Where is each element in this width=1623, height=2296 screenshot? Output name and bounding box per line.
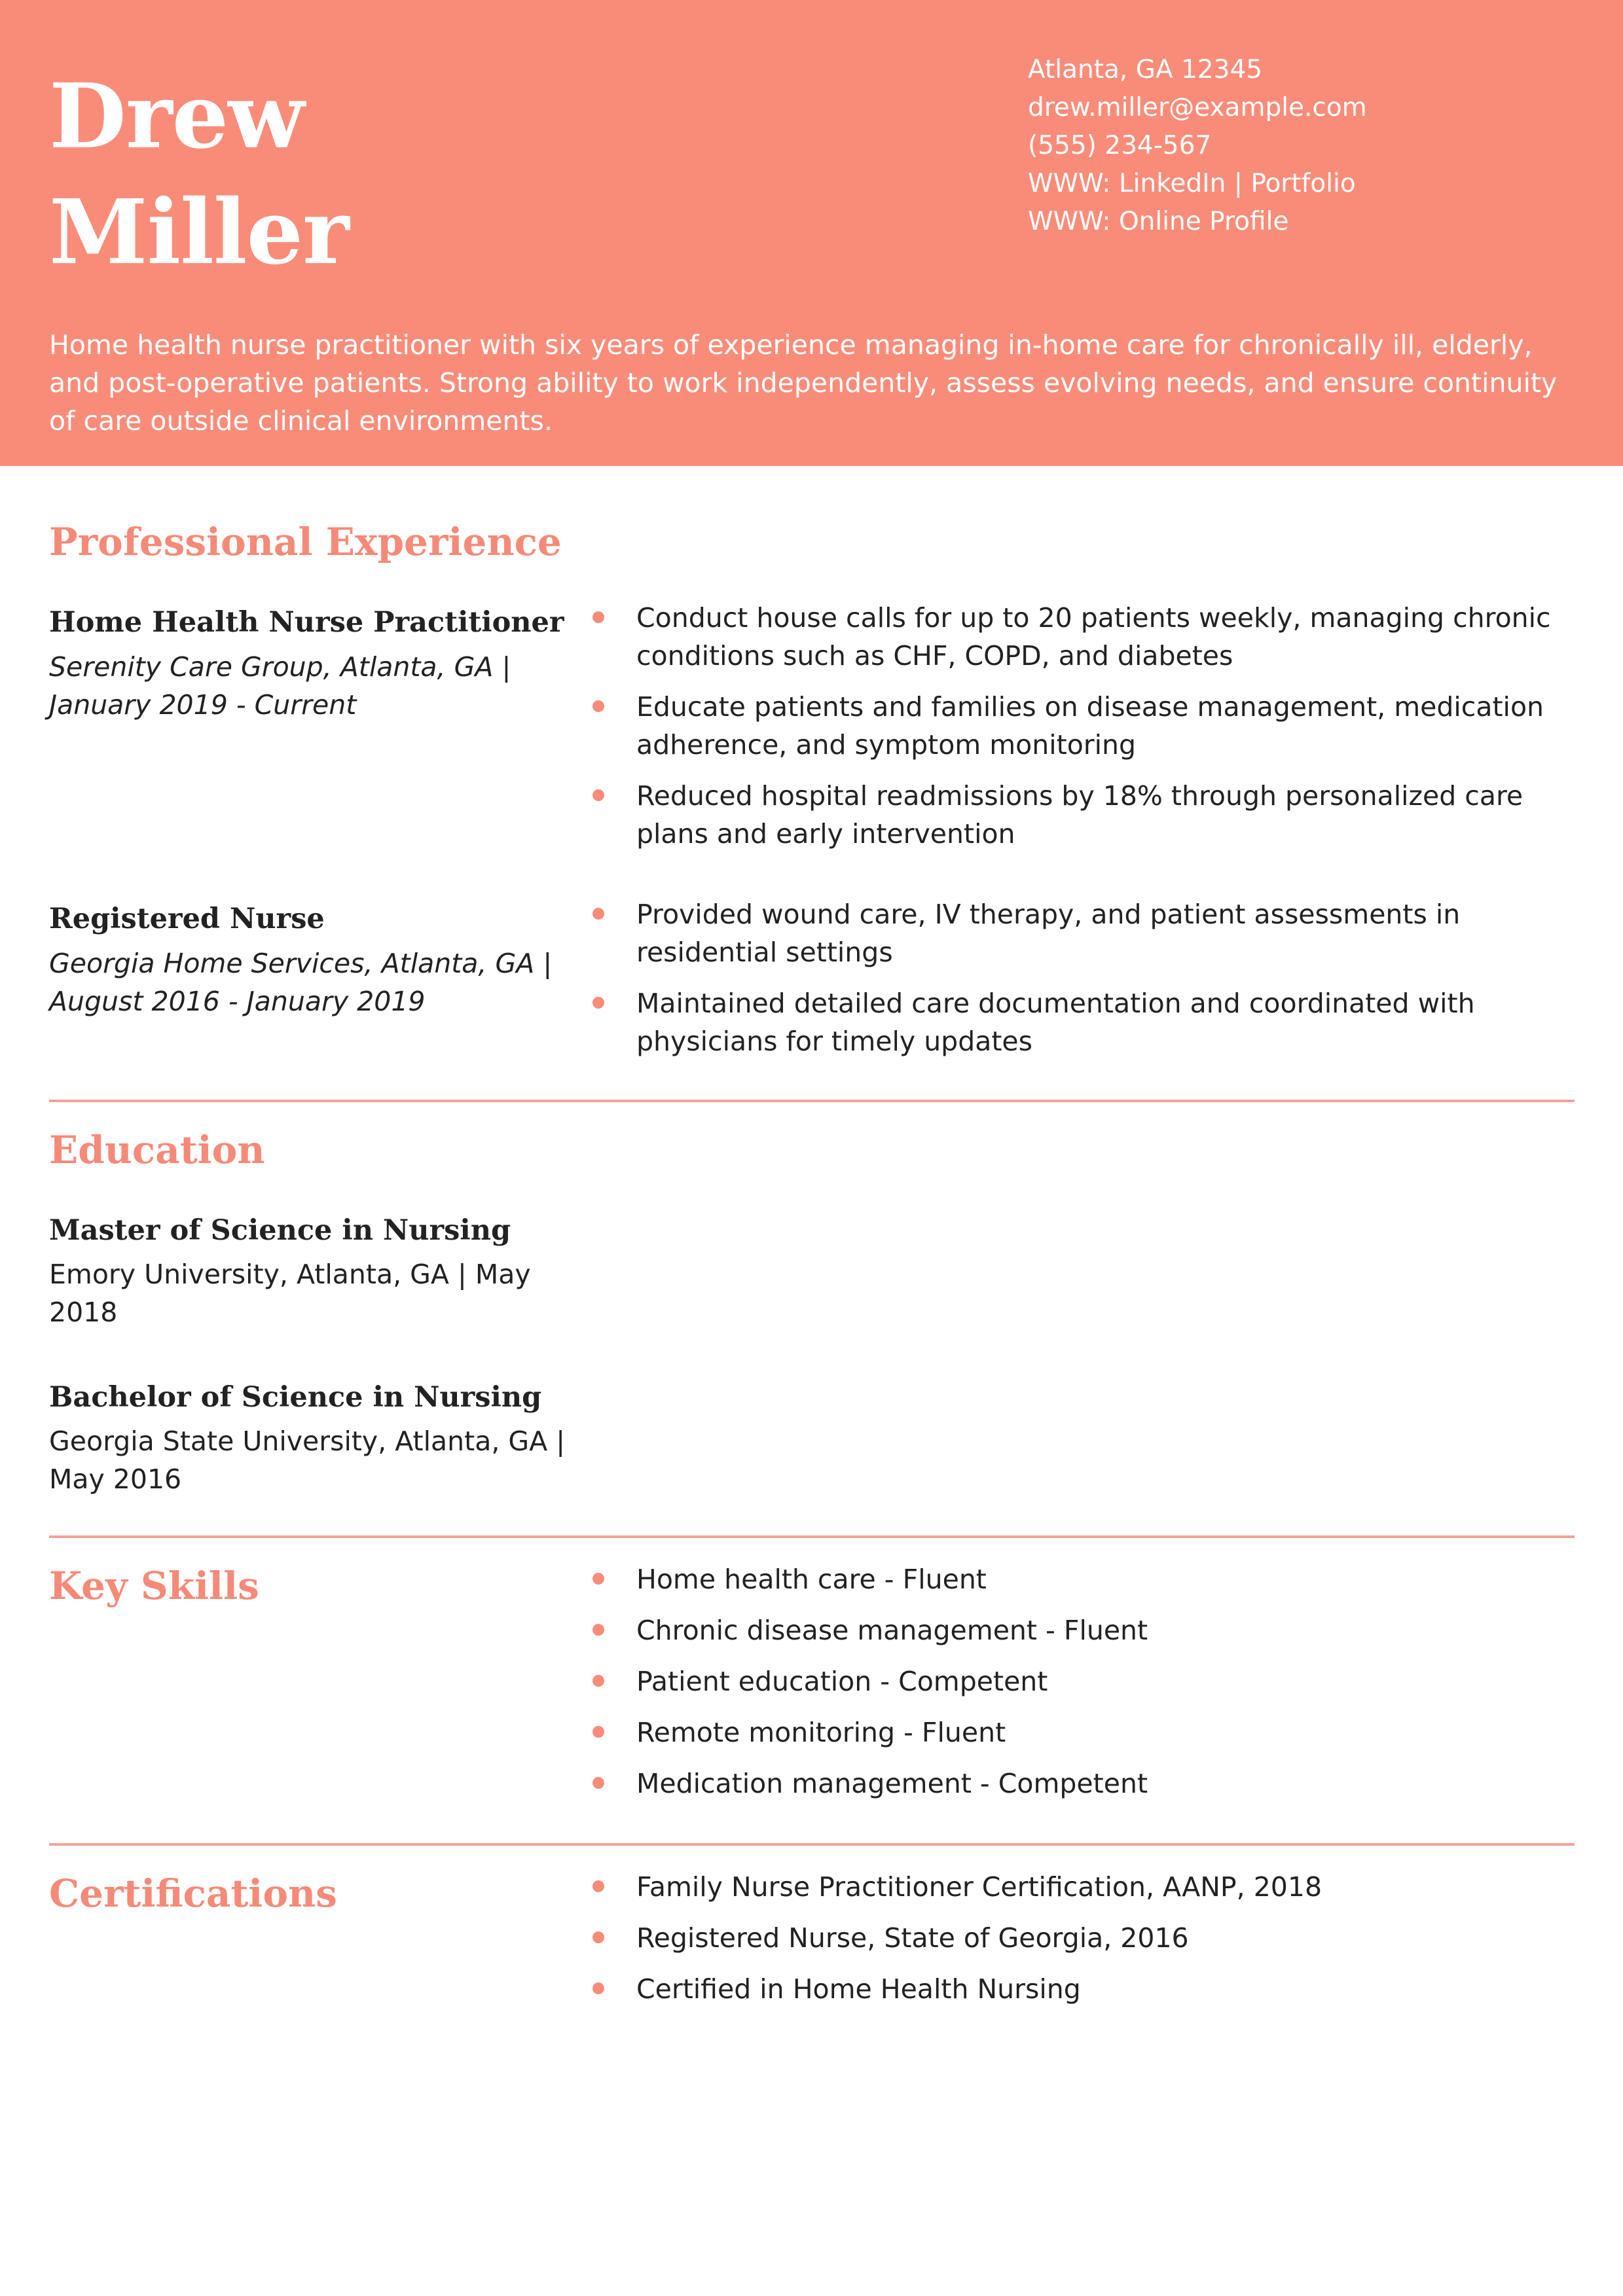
section-divider: [49, 1535, 1575, 1538]
degree-title: Master of Science in Nursing: [49, 1214, 511, 1247]
contact-profile[interactable]: WWW: Online Profile: [1028, 207, 1289, 236]
list-item: Reduced hospital readmissions by 18% through personalized care plans and early intervention: [593, 777, 1575, 853]
degree-meta: Emory University, Atlanta, GA | May 2018: [49, 1259, 531, 1328]
list-item: Home health care - Fluent: [593, 1560, 1575, 1598]
certifications-heading: Certifications: [49, 1871, 337, 1916]
header-banner: [0, 0, 1623, 466]
list-item: Registered Nurse, State of Georgia, 2016: [593, 1919, 1575, 1957]
job-meta: Serenity Care Group, Atlanta, GA | January 2019 - Current: [49, 651, 511, 721]
experience-heading: Professional Experience: [49, 520, 562, 564]
list-item: Chronic disease management - Fluent: [593, 1611, 1575, 1649]
profile-summary: Home health nurse practitioner with six years of experience managing in-home care for chronically ill, elderly, and post-operative patients. Strong ability to work independently, assess evolving needs, and ensure continuity of care outside clinical environments.: [49, 329, 1558, 437]
job-meta: Georgia Home Services, Atlanta, GA | August 2016 - January 2019: [49, 948, 553, 1017]
contact-location: Atlanta, GA 12345: [1028, 55, 1263, 84]
contact-email[interactable]: drew.miller@example.com: [1028, 93, 1367, 122]
list-item: Conduct house calls for up to 20 patients weekly, managing chronic conditions such as CHF, COPD, and diabetes: [593, 599, 1575, 675]
job-bullets: [593, 895, 1575, 1073]
list-item: Provided wound care, IV therapy, and patient assessments in residential settings: [593, 895, 1575, 971]
list-item: Educate patients and families on disease management, medication adherence, and symptom monitoring: [593, 688, 1575, 764]
list-item: Certified in Home Health Nursing: [593, 1970, 1575, 2008]
job-bullets: [593, 599, 1575, 866]
job-title: Home Health Nurse Practitioner: [49, 606, 564, 639]
contact-phone[interactable]: (555) 234-567: [1028, 131, 1212, 160]
list-item: Medication management - Competent: [593, 1765, 1575, 1803]
contact-links[interactable]: WWW: LinkedIn | Portfolio: [1028, 169, 1356, 198]
list-item: Patient education - Competent: [593, 1662, 1575, 1700]
skills-list: [593, 1560, 1575, 1816]
education-heading: Education: [49, 1128, 265, 1172]
list-item: Family Nurse Practitioner Certification, AANP, 2018: [593, 1868, 1575, 1906]
last-name: Miller: [49, 180, 349, 285]
list-item: Remote monitoring - Fluent: [593, 1713, 1575, 1751]
section-divider: [49, 1100, 1575, 1102]
degree-meta: Georgia State University, Atlanta, GA | May 2016: [49, 1426, 566, 1495]
skills-heading: Key Skills: [49, 1564, 259, 1608]
job-title: Registered Nurse: [49, 903, 325, 935]
degree-title: Bachelor of Science in Nursing: [49, 1381, 542, 1414]
section-divider: [49, 1843, 1575, 1846]
first-name: Drew: [49, 64, 304, 169]
certifications-list: [593, 1868, 1575, 2021]
list-item: Maintained detailed care documentation and coordinated with physicians for timely updates: [593, 984, 1575, 1060]
